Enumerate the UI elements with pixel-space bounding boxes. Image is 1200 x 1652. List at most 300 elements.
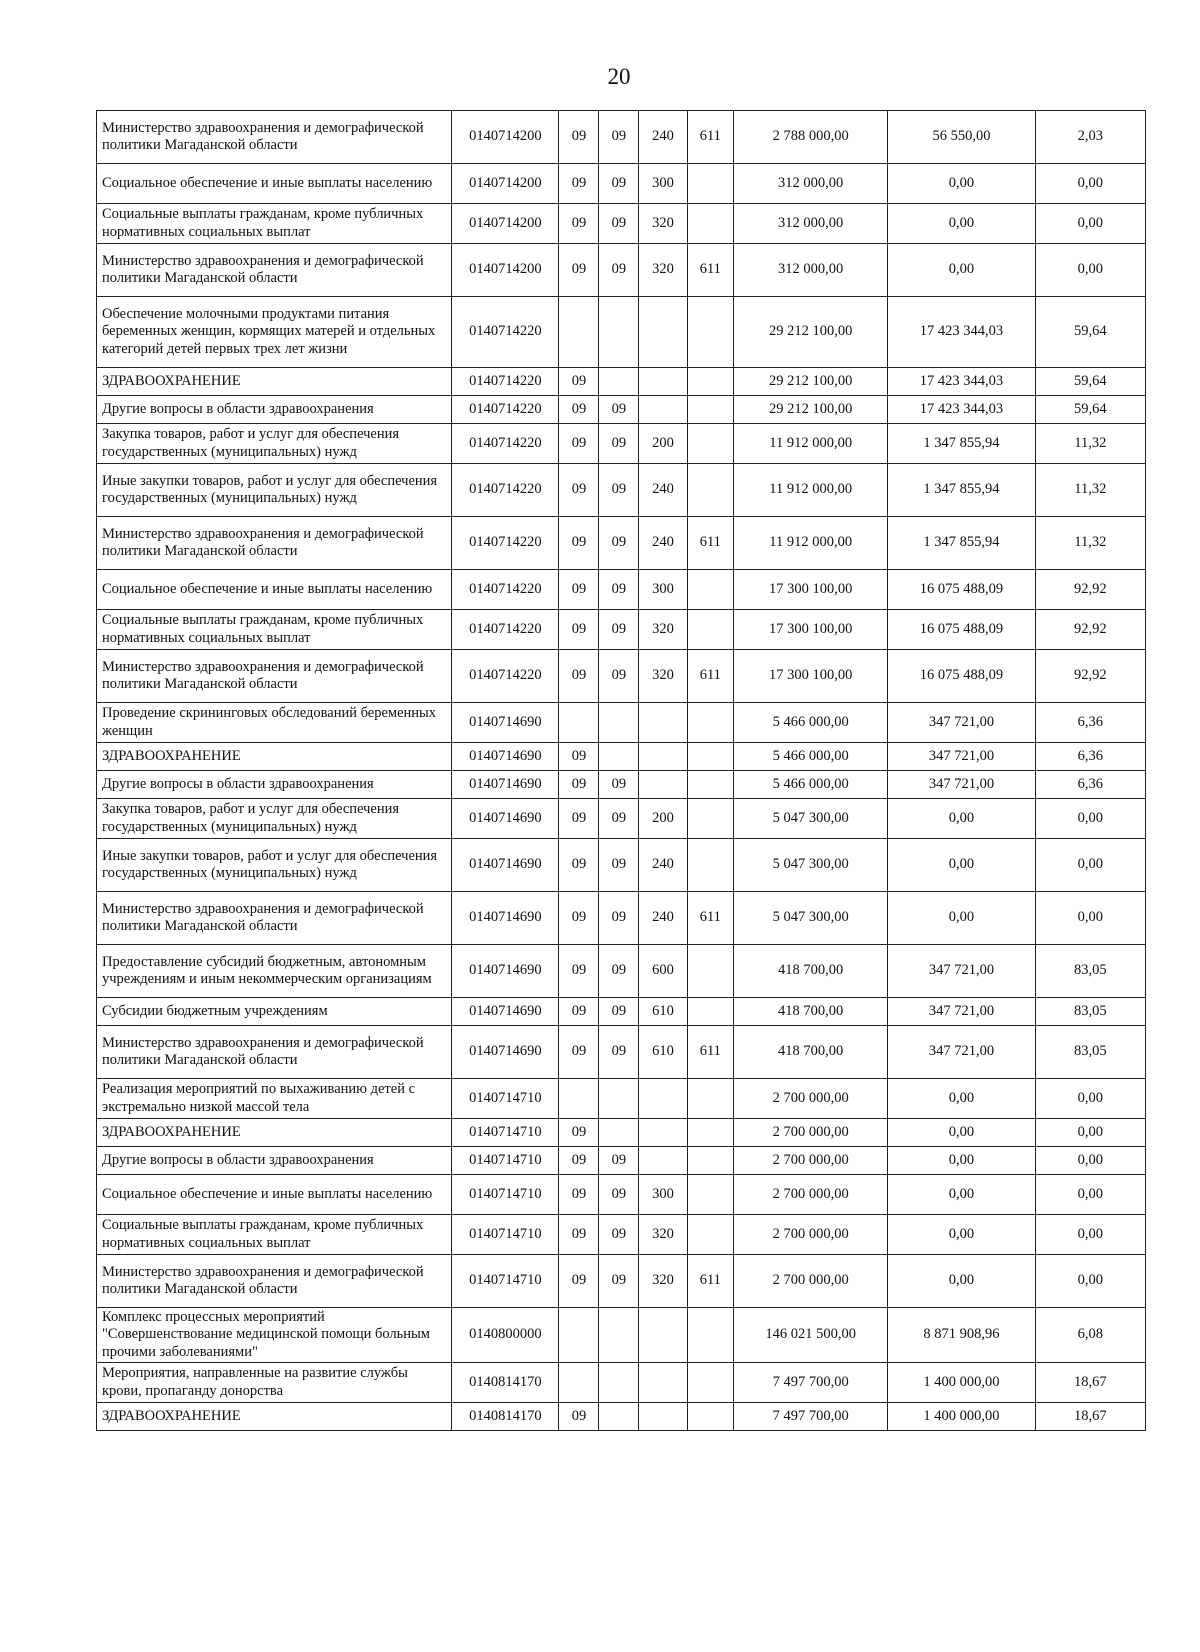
cell-execution-percent: 0,00: [1035, 1147, 1145, 1175]
table-row: [97, 164, 1146, 204]
cell-subsection: [599, 743, 639, 771]
cell-planned-amount: 5 047 300,00: [733, 799, 888, 839]
cell-section: 09: [559, 1215, 599, 1255]
cell-executed-amount: 347 721,00: [888, 945, 1035, 998]
cell-target-article: 0140800000: [452, 1308, 559, 1363]
cell-executed-amount: 17 423 344,03: [888, 396, 1035, 424]
cell-target-article: 0140714220: [452, 610, 559, 650]
cell-planned-amount: 418 700,00: [733, 945, 888, 998]
cell-planned-amount: 11 912 000,00: [733, 517, 888, 570]
cell-administrator: [687, 839, 733, 892]
cell-name: Министерство здравоохранения и демографической политики Магаданской области: [97, 244, 452, 297]
cell-section: 09: [559, 464, 599, 517]
cell-section: 09: [559, 1255, 599, 1308]
cell-administrator: [687, 1308, 733, 1363]
cell-section: 09: [559, 799, 599, 839]
cell-section: 09: [559, 164, 599, 204]
cell-administrator: 611: [687, 244, 733, 297]
table-row: [97, 892, 1146, 945]
cell-subsection: [599, 297, 639, 368]
cell-name: Социальное обеспечение и иные выплаты населению: [97, 570, 452, 610]
cell-target-article: 0140714690: [452, 1026, 559, 1079]
cell-section: 09: [559, 1403, 599, 1431]
cell-target-article: 0140714220: [452, 464, 559, 517]
cell-expense-type: 320: [639, 1255, 687, 1308]
cell-executed-amount: 17 423 344,03: [888, 297, 1035, 368]
cell-subsection: 09: [599, 1175, 639, 1215]
cell-target-article: 0140714710: [452, 1255, 559, 1308]
cell-executed-amount: 347 721,00: [888, 743, 1035, 771]
cell-target-article: 0140714220: [452, 297, 559, 368]
cell-name: Социальное обеспечение и иные выплаты населению: [97, 164, 452, 204]
cell-execution-percent: 11,32: [1035, 517, 1145, 570]
cell-target-article: 0140714200: [452, 204, 559, 244]
cell-planned-amount: 11 912 000,00: [733, 424, 888, 464]
cell-name: Другие вопросы в области здравоохранения: [97, 771, 452, 799]
cell-target-article: 0140814170: [452, 1363, 559, 1403]
cell-administrator: 611: [687, 1026, 733, 1079]
table-row: [97, 650, 1146, 703]
table-row: [97, 1119, 1146, 1147]
cell-execution-percent: 92,92: [1035, 570, 1145, 610]
cell-subsection: [599, 368, 639, 396]
cell-target-article: 0140714710: [452, 1147, 559, 1175]
cell-executed-amount: 56 550,00: [888, 111, 1035, 164]
cell-target-article: 0140714200: [452, 111, 559, 164]
cell-name: ЗДРАВООХРАНЕНИЕ: [97, 743, 452, 771]
cell-planned-amount: 312 000,00: [733, 164, 888, 204]
cell-subsection: 09: [599, 799, 639, 839]
table-row: [97, 204, 1146, 244]
cell-subsection: 09: [599, 111, 639, 164]
cell-subsection: [599, 1363, 639, 1403]
cell-name: ЗДРАВООХРАНЕНИЕ: [97, 1119, 452, 1147]
cell-expense-type: 320: [639, 204, 687, 244]
cell-administrator: [687, 771, 733, 799]
cell-expense-type: [639, 771, 687, 799]
cell-expense-type: [639, 1079, 687, 1119]
cell-expense-type: 600: [639, 945, 687, 998]
cell-name: Иные закупки товаров, работ и услуг для обеспечения государственных (муниципальных) нужд: [97, 839, 452, 892]
table-row: [97, 111, 1146, 164]
cell-section: 09: [559, 424, 599, 464]
cell-administrator: [687, 1079, 733, 1119]
cell-execution-percent: 59,64: [1035, 396, 1145, 424]
cell-administrator: [687, 1119, 733, 1147]
cell-executed-amount: 347 721,00: [888, 703, 1035, 743]
table-row: [97, 743, 1146, 771]
cell-name: Закупка товаров, работ и услуг для обеспечения государственных (муниципальных) нужд: [97, 799, 452, 839]
table-row: [97, 1147, 1146, 1175]
cell-name: Министерство здравоохранения и демографической политики Магаданской области: [97, 111, 452, 164]
cell-execution-percent: 6,08: [1035, 1308, 1145, 1363]
cell-target-article: 0140714690: [452, 892, 559, 945]
table-row: [97, 517, 1146, 570]
cell-administrator: [687, 1403, 733, 1431]
cell-target-article: 0140714710: [452, 1215, 559, 1255]
cell-planned-amount: 29 212 100,00: [733, 396, 888, 424]
cell-subsection: 09: [599, 1255, 639, 1308]
cell-executed-amount: 0,00: [888, 1215, 1035, 1255]
table-row: [97, 945, 1146, 998]
cell-subsection: 09: [599, 164, 639, 204]
cell-subsection: 09: [599, 1147, 639, 1175]
table-row: [97, 703, 1146, 743]
cell-administrator: 611: [687, 650, 733, 703]
cell-name: Реализация мероприятий по выхаживанию детей с экстремально низкой массой тела: [97, 1079, 452, 1119]
cell-section: 09: [559, 945, 599, 998]
table-row: [97, 1403, 1146, 1431]
cell-expense-type: 240: [639, 517, 687, 570]
cell-execution-percent: 92,92: [1035, 650, 1145, 703]
cell-section: 09: [559, 204, 599, 244]
cell-name: Социальные выплаты гражданам, кроме публичных нормативных социальных выплат: [97, 1215, 452, 1255]
cell-expense-type: 610: [639, 998, 687, 1026]
cell-name: Предоставление субсидий бюджетным, автономным учреждениям и иным некоммерческим организациям: [97, 945, 452, 998]
cell-executed-amount: 1 400 000,00: [888, 1403, 1035, 1431]
cell-name: Социальные выплаты гражданам, кроме публичных нормативных социальных выплат: [97, 204, 452, 244]
cell-expense-type: 320: [639, 244, 687, 297]
cell-administrator: [687, 1175, 733, 1215]
cell-execution-percent: 83,05: [1035, 1026, 1145, 1079]
cell-administrator: 611: [687, 517, 733, 570]
cell-administrator: [687, 945, 733, 998]
cell-executed-amount: 1 400 000,00: [888, 1363, 1035, 1403]
cell-administrator: [687, 464, 733, 517]
cell-administrator: [687, 368, 733, 396]
cell-administrator: [687, 1215, 733, 1255]
cell-planned-amount: 5 466 000,00: [733, 771, 888, 799]
cell-target-article: 0140714200: [452, 244, 559, 297]
cell-subsection: [599, 1119, 639, 1147]
cell-execution-percent: 11,32: [1035, 464, 1145, 517]
cell-target-article: 0140814170: [452, 1403, 559, 1431]
cell-execution-percent: 11,32: [1035, 424, 1145, 464]
cell-executed-amount: 8 871 908,96: [888, 1308, 1035, 1363]
cell-name: Социальные выплаты гражданам, кроме публичных нормативных социальных выплат: [97, 610, 452, 650]
cell-executed-amount: 347 721,00: [888, 998, 1035, 1026]
table-body: [97, 111, 1146, 1431]
cell-planned-amount: 418 700,00: [733, 1026, 888, 1079]
table-row: [97, 799, 1146, 839]
table-row: [97, 1026, 1146, 1079]
cell-section: 09: [559, 650, 599, 703]
cell-planned-amount: 5 047 300,00: [733, 892, 888, 945]
cell-executed-amount: 0,00: [888, 839, 1035, 892]
cell-target-article: 0140714690: [452, 839, 559, 892]
cell-section: 09: [559, 517, 599, 570]
cell-expense-type: 300: [639, 570, 687, 610]
cell-administrator: [687, 204, 733, 244]
table-row: [97, 297, 1146, 368]
cell-expense-type: [639, 396, 687, 424]
cell-execution-percent: 92,92: [1035, 610, 1145, 650]
cell-executed-amount: 16 075 488,09: [888, 650, 1035, 703]
table-row: [97, 1079, 1146, 1119]
cell-planned-amount: 17 300 100,00: [733, 650, 888, 703]
cell-expense-type: 240: [639, 111, 687, 164]
cell-planned-amount: 29 212 100,00: [733, 368, 888, 396]
cell-execution-percent: 6,36: [1035, 771, 1145, 799]
cell-target-article: 0140714220: [452, 396, 559, 424]
table-row: [97, 244, 1146, 297]
cell-execution-percent: 0,00: [1035, 1215, 1145, 1255]
cell-target-article: 0140714220: [452, 424, 559, 464]
table-row: [97, 610, 1146, 650]
cell-execution-percent: 0,00: [1035, 1175, 1145, 1215]
cell-expense-type: 300: [639, 1175, 687, 1215]
cell-expense-type: [639, 703, 687, 743]
cell-name: Иные закупки товаров, работ и услуг для обеспечения государственных (муниципальных) нужд: [97, 464, 452, 517]
cell-execution-percent: 0,00: [1035, 1119, 1145, 1147]
cell-subsection: 09: [599, 1215, 639, 1255]
cell-section: 09: [559, 998, 599, 1026]
cell-expense-type: 240: [639, 892, 687, 945]
cell-subsection: 09: [599, 244, 639, 297]
cell-name: Министерство здравоохранения и демографической политики Магаданской области: [97, 1255, 452, 1308]
cell-name: Министерство здравоохранения и демографической политики Магаданской области: [97, 517, 452, 570]
cell-name: Другие вопросы в области здравоохранения: [97, 1147, 452, 1175]
cell-section: 09: [559, 610, 599, 650]
cell-section: 09: [559, 743, 599, 771]
cell-target-article: 0140714710: [452, 1119, 559, 1147]
cell-expense-type: 240: [639, 464, 687, 517]
cell-section: 09: [559, 111, 599, 164]
cell-planned-amount: 2 700 000,00: [733, 1175, 888, 1215]
cell-target-article: 0140714220: [452, 650, 559, 703]
cell-expense-type: 240: [639, 839, 687, 892]
cell-expense-type: [639, 1363, 687, 1403]
cell-executed-amount: 0,00: [888, 164, 1035, 204]
cell-expense-type: 610: [639, 1026, 687, 1079]
cell-planned-amount: 2 700 000,00: [733, 1215, 888, 1255]
cell-planned-amount: 312 000,00: [733, 204, 888, 244]
cell-target-article: 0140714690: [452, 945, 559, 998]
cell-planned-amount: 2 700 000,00: [733, 1079, 888, 1119]
cell-execution-percent: 0,00: [1035, 799, 1145, 839]
cell-execution-percent: 0,00: [1035, 1079, 1145, 1119]
cell-section: 09: [559, 839, 599, 892]
cell-subsection: 09: [599, 517, 639, 570]
cell-administrator: 611: [687, 111, 733, 164]
cell-expense-type: 300: [639, 164, 687, 204]
cell-section: 09: [559, 570, 599, 610]
cell-administrator: [687, 1147, 733, 1175]
cell-planned-amount: 2 788 000,00: [733, 111, 888, 164]
cell-target-article: 0140714690: [452, 703, 559, 743]
cell-planned-amount: 17 300 100,00: [733, 610, 888, 650]
cell-administrator: [687, 610, 733, 650]
cell-expense-type: [639, 1403, 687, 1431]
cell-section: 09: [559, 1175, 599, 1215]
cell-subsection: 09: [599, 650, 639, 703]
cell-expense-type: 200: [639, 799, 687, 839]
table-row: [97, 771, 1146, 799]
cell-executed-amount: 0,00: [888, 244, 1035, 297]
cell-executed-amount: 347 721,00: [888, 771, 1035, 799]
cell-execution-percent: 0,00: [1035, 204, 1145, 244]
cell-name: Обеспечение молочными продуктами питания беременных женщин, кормящих матерей и отдельных категорий детей первых трех лет жизни: [97, 297, 452, 368]
cell-target-article: 0140714200: [452, 164, 559, 204]
cell-executed-amount: 0,00: [888, 1079, 1035, 1119]
cell-administrator: [687, 703, 733, 743]
cell-section: 09: [559, 1147, 599, 1175]
cell-planned-amount: 418 700,00: [733, 998, 888, 1026]
cell-planned-amount: 7 497 700,00: [733, 1363, 888, 1403]
cell-name: ЗДРАВООХРАНЕНИЕ: [97, 1403, 452, 1431]
cell-planned-amount: 29 212 100,00: [733, 297, 888, 368]
cell-section: 09: [559, 396, 599, 424]
cell-executed-amount: 1 347 855,94: [888, 424, 1035, 464]
cell-execution-percent: 0,00: [1035, 892, 1145, 945]
budget-table: [96, 110, 1146, 1431]
cell-planned-amount: 2 700 000,00: [733, 1255, 888, 1308]
cell-subsection: 09: [599, 771, 639, 799]
cell-executed-amount: 17 423 344,03: [888, 368, 1035, 396]
cell-administrator: 611: [687, 892, 733, 945]
cell-execution-percent: 6,36: [1035, 743, 1145, 771]
cell-target-article: 0140714220: [452, 570, 559, 610]
cell-subsection: [599, 1403, 639, 1431]
cell-planned-amount: 146 021 500,00: [733, 1308, 888, 1363]
cell-target-article: 0140714690: [452, 771, 559, 799]
cell-name: Министерство здравоохранения и демографической политики Магаданской области: [97, 892, 452, 945]
cell-expense-type: [639, 1147, 687, 1175]
cell-subsection: 09: [599, 1026, 639, 1079]
cell-planned-amount: 2 700 000,00: [733, 1119, 888, 1147]
cell-expense-type: [639, 1119, 687, 1147]
cell-planned-amount: 17 300 100,00: [733, 570, 888, 610]
cell-section: 09: [559, 244, 599, 297]
cell-execution-percent: 0,00: [1035, 839, 1145, 892]
cell-expense-type: 320: [639, 1215, 687, 1255]
cell-administrator: 611: [687, 1255, 733, 1308]
cell-section: 09: [559, 771, 599, 799]
cell-execution-percent: 18,67: [1035, 1363, 1145, 1403]
cell-target-article: 0140714710: [452, 1079, 559, 1119]
cell-name: Комплекс процессных мероприятий "Совершенствование медицинской помощи больным прочими заболеваниями": [97, 1308, 452, 1363]
cell-executed-amount: 0,00: [888, 1255, 1035, 1308]
cell-planned-amount: 5 466 000,00: [733, 743, 888, 771]
table-row: [97, 1363, 1146, 1403]
cell-subsection: 09: [599, 610, 639, 650]
cell-section: [559, 1308, 599, 1363]
cell-subsection: [599, 703, 639, 743]
cell-section: 09: [559, 1026, 599, 1079]
cell-administrator: [687, 799, 733, 839]
cell-subsection: 09: [599, 998, 639, 1026]
table-row: [97, 1175, 1146, 1215]
cell-planned-amount: 11 912 000,00: [733, 464, 888, 517]
cell-executed-amount: 1 347 855,94: [888, 517, 1035, 570]
cell-name: Субсидии бюджетным учреждениям: [97, 998, 452, 1026]
table-row: [97, 368, 1146, 396]
cell-expense-type: 320: [639, 610, 687, 650]
cell-planned-amount: 2 700 000,00: [733, 1147, 888, 1175]
cell-name: Министерство здравоохранения и демографической политики Магаданской области: [97, 650, 452, 703]
cell-name: Социальное обеспечение и иные выплаты населению: [97, 1175, 452, 1215]
cell-subsection: [599, 1079, 639, 1119]
cell-planned-amount: 7 497 700,00: [733, 1403, 888, 1431]
cell-section: 09: [559, 892, 599, 945]
cell-executed-amount: 0,00: [888, 1147, 1035, 1175]
cell-target-article: 0140714220: [452, 517, 559, 570]
cell-subsection: 09: [599, 839, 639, 892]
cell-executed-amount: 0,00: [888, 892, 1035, 945]
cell-target-article: 0140714690: [452, 998, 559, 1026]
cell-administrator: [687, 424, 733, 464]
cell-execution-percent: 59,64: [1035, 297, 1145, 368]
cell-target-article: 0140714690: [452, 743, 559, 771]
cell-section: 09: [559, 1119, 599, 1147]
cell-name: Проведение скрининговых обследований беременных женщин: [97, 703, 452, 743]
table-row: [97, 998, 1146, 1026]
table-row: [97, 839, 1146, 892]
cell-target-article: 0140714690: [452, 799, 559, 839]
cell-execution-percent: 2,03: [1035, 111, 1145, 164]
table-row: [97, 1215, 1146, 1255]
cell-administrator: [687, 396, 733, 424]
cell-expense-type: [639, 297, 687, 368]
cell-expense-type: 320: [639, 650, 687, 703]
cell-execution-percent: 83,05: [1035, 998, 1145, 1026]
cell-expense-type: 200: [639, 424, 687, 464]
cell-administrator: [687, 164, 733, 204]
cell-execution-percent: 0,00: [1035, 164, 1145, 204]
cell-name: Другие вопросы в области здравоохранения: [97, 396, 452, 424]
cell-execution-percent: 6,36: [1035, 703, 1145, 743]
cell-subsection: 09: [599, 464, 639, 517]
table-row: [97, 570, 1146, 610]
cell-section: [559, 297, 599, 368]
cell-executed-amount: 1 347 855,94: [888, 464, 1035, 517]
cell-name: Мероприятия, направленные на развитие службы крови, пропаганду донорства: [97, 1363, 452, 1403]
cell-administrator: [687, 743, 733, 771]
cell-executed-amount: 16 075 488,09: [888, 570, 1035, 610]
cell-administrator: [687, 998, 733, 1026]
cell-name: Закупка товаров, работ и услуг для обеспечения государственных (муниципальных) нужд: [97, 424, 452, 464]
cell-subsection: 09: [599, 204, 639, 244]
cell-execution-percent: 59,64: [1035, 368, 1145, 396]
cell-executed-amount: 0,00: [888, 1175, 1035, 1215]
cell-subsection: 09: [599, 892, 639, 945]
cell-executed-amount: 0,00: [888, 204, 1035, 244]
cell-subsection: 09: [599, 570, 639, 610]
table-row: [97, 424, 1146, 464]
page-number: 20: [607, 64, 631, 89]
cell-expense-type: [639, 1308, 687, 1363]
cell-administrator: [687, 1363, 733, 1403]
cell-target-article: 0140714220: [452, 368, 559, 396]
cell-executed-amount: 0,00: [888, 799, 1035, 839]
cell-execution-percent: 0,00: [1035, 1255, 1145, 1308]
cell-execution-percent: 0,00: [1035, 244, 1145, 297]
cell-administrator: [687, 297, 733, 368]
cell-name: Министерство здравоохранения и демографической политики Магаданской области: [97, 1026, 452, 1079]
cell-section: [559, 1079, 599, 1119]
cell-section: [559, 1363, 599, 1403]
cell-expense-type: [639, 743, 687, 771]
table-row: [97, 1255, 1146, 1308]
cell-execution-percent: 83,05: [1035, 945, 1145, 998]
cell-planned-amount: 5 466 000,00: [733, 703, 888, 743]
cell-executed-amount: 347 721,00: [888, 1026, 1035, 1079]
cell-planned-amount: 5 047 300,00: [733, 839, 888, 892]
cell-subsection: [599, 1308, 639, 1363]
cell-executed-amount: 16 075 488,09: [888, 610, 1035, 650]
cell-subsection: 09: [599, 945, 639, 998]
cell-executed-amount: 0,00: [888, 1119, 1035, 1147]
